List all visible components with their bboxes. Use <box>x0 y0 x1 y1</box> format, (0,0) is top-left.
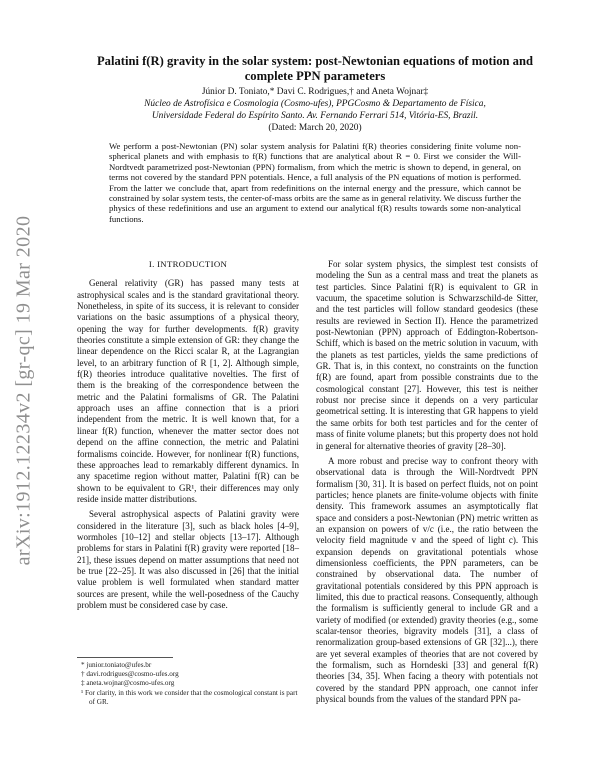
body-paragraph: For solar system physics, the simplest test consists of modeling the Sun as a central mass and treat the planets as test particles. Since Palatini f(R) is equivalent to GR in vacuum, the spacetime solution is Schwarzschild-de Sitter, and the test particles will follow standard geodesics (these results are reviewed in Section II). Hence the parametrized post-Newtonian (PPN) approach of Eddington-Robertson-Schiff, which is based on the metric solution in vacuum, with the planets as test particles, yields the same predictions of GR. That is, in this context, no constraints on the function f(R) are found, apart from possible constraints due to the cosmological constant [27]. However, this test is neither robust nor precise since it depends on a very particular geometrical setting. It is interesting that GR happens to yield the same orbits for both test particles and for the center of mass of finite volume planets; but this property does not hold in general for alternative theories of gravity [28–30]. <box>316 259 538 451</box>
body-paragraph: A more robust and precise way to confront theory with observational data is through the Will-Nordtvedt PPN formalism [30, 31]. It is based on perfect fluids, not on point particles; hence planets are finite-volume objects with finite density. This framework assumes an asymptotically flat space and considers a post-Newtonian (PN) metric written as an expansion on powers of v/c (i.e., the ratio between the velocity field magnitude v and the speed of light c). This expansion depends on gravitational potentials whose dimensionless coefficients, the PPN parameters, can be constrained by observational data. The number of gravitational potentials considered by this PPN approach is limited, this due to practical reasons. Consequently, although the formalism is sufficiently general to include GR and a variety of modified (or extended) gravity theories (e.g., some scalar-tensor theories, bigravity models [31], a class of renormalization group-based extensions of GR [32]...), there are yet several examples of theories that are not covered by the formalism, such as Horndeski [33] and general f(R) theories [34, 35]. When facing a theory with potentials not covered by the standard PPN approach, one cannot infer physical bounds from the values of the standard PPN pa- <box>316 455 538 705</box>
body-paragraph: General relativity (GR) has passed many tests at astrophysical scales and is the standard gravitational theory. Nonetheless, in spite of its success, it is relevant to consider variations on the basic assumptions of a physical theory, opening the way for further developments. f(R) gravity theories constitute a simple extension of GR: they change the linear dependence on the Ricci scalar R, at the Lagrangian level, to an arbitrary function of R [1, 2]. Although simple, f(R) theories introduce qualitative novelties. The first of them is the breaking of the correspondence between the metric and the Palatini formalisms of GR. The Palatini approach uses an affine connection that is a priori independent from the metric. It is well known that, for a linear f(R) function, whenever the matter sector does not depend on the affine connection, the metric and Palatini formalisms coincide. However, for nonlinear f(R) functions, these approaches lead to remarkably different dynamics. In any spacetime region without matter, Palatini f(R) can be shown to be equivalent to GR¹, their differences may only reside inside matter distributions. <box>77 278 299 504</box>
arxiv-identifier: arXiv:1912.12234v2 [gr-qc] 19 Mar 2020 <box>12 215 35 565</box>
author-names: Júnior D. Toniato,* Davi C. Rodrigues,† and Aneta Wojnar‡ <box>201 87 429 97</box>
footnote-email-3: ‡ aneta.wojnar@cosmo-ufes.org <box>81 679 175 688</box>
affiliation-line-2: Universidade Federal do Espírito Santo. Av. Fernando Ferrari 514, Vitória-ES, Brazil. <box>151 111 479 121</box>
footnote-email-1: * junior.toniato@ufes.br <box>81 661 152 669</box>
affiliation-line-1: Núcleo de Astrofísica e Cosmologia (Cosmo-ufes), PPGCosmo & Departamento de Física, <box>144 99 486 109</box>
section-heading: I. INTRODUCTION <box>148 259 228 269</box>
author-block <box>70 86 560 134</box>
footnote-rule <box>77 657 173 658</box>
footnote-note-1: ¹ For clarity, in this work we consider that the cosmological constant is part of GR. <box>81 688 298 706</box>
abstract: We perform a post-Newtonian (PN) solar system analysis for Palatini f(R) theories considering finite volume non-spherical planets and with emphasis to f(R) functions that are analytical about R = 0. First we consider the Will-Nordtvedt parametrized post-Newtonian (PPN) formalism, from which the metric is shown to depend, in general, on terms not covered by the standard PPN potentials. Hence, a full analysis of the PN equations of motion is performed. From the latter we conclude that, apart from redefinitions on the internal energy and the pressure, which cannot be constrained by solar system tests, the center-of-mass orbits are the same as in general relativity. We discuss further the physics of these redefinitions and use an argument to extend our analytical f(R) results towards some non-analytical functions. <box>109 141 521 224</box>
right-column <box>316 259 538 705</box>
dated-line: (Dated: March 20, 2020) <box>268 123 362 133</box>
left-column <box>77 259 299 611</box>
body-paragraph: Several astrophysical aspects of Palatini gravity were considered in the literature [3], such as black holes [4–9], wormholes [10–12] and stellar objects [13–17]. Although problems for stars in Palatini f(R) gravity were reported [18–21], these issues depend on matter assumptions that need not be true [22–25]. It was also discussed in [26] that the initial value problem is well formulated when standard matter sources are present, while the well-posedness of the Cauchy problem must be considered case by case. <box>77 509 299 610</box>
footnotes <box>77 657 299 707</box>
paper-title: Palatini f(R) gravity in the solar system: post-Newtonian equations of motion and complete PPN parameters <box>96 54 533 83</box>
arxiv-stamp <box>8 90 40 690</box>
footnote-email-2: † davi.rodrigues@cosmo-ufes.org <box>81 670 179 679</box>
